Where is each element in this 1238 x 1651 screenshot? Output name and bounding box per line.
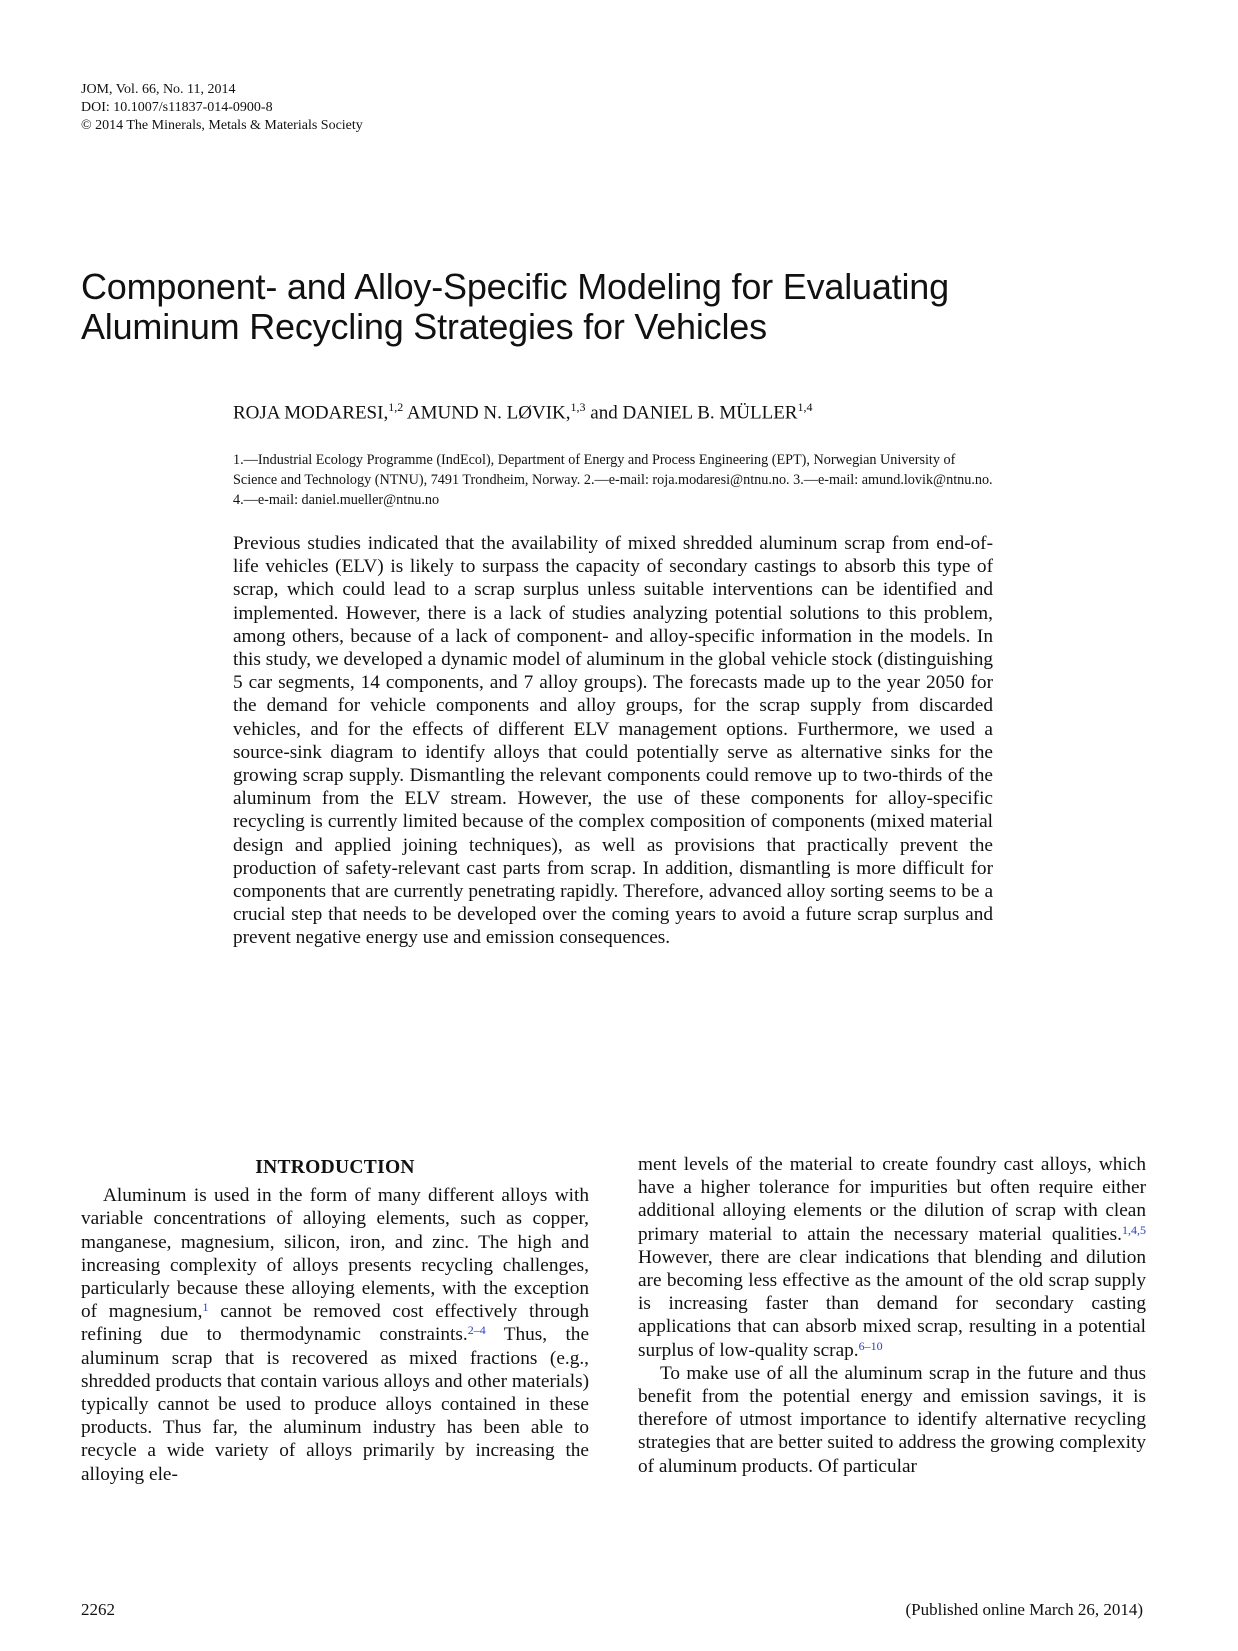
section-heading: INTRODUCTION <box>255 1157 415 1178</box>
paragraph <box>638 1153 1146 1362</box>
copyright: © 2014 The Minerals, Metals & Materials Society <box>81 118 363 133</box>
title-line-2: Aluminum Recycling Strategies for Vehicles <box>81 306 767 347</box>
author-name: ROJA MODARESI, <box>233 402 389 424</box>
text-run: Aluminum is used in the form of many different alloys with variable concentrations of alloying elements, such as copper, manganese, magnesium, silicon, iron, and zinc. The high and increasing complexity of alloys presents recycling challenges, particularly because these alloying elements, with the exception of magnesium, <box>81 1185 589 1323</box>
paragraph: To make use of all the aluminum scrap in the future and thus benefit from the potential energy and emission savings, it is therefore of utmost importance to identify alternative recycling strategies that are better suited to address the growing complexity of aluminum products. Of particular <box>638 1362 1146 1477</box>
affiliations: 1.—Industrial Ecology Programme (IndEcol), Department of Energy and Process Engineering (EPT), Norwegian University of Science and Technology (NTNU), 7491 Trondheim, Norway. 2.—e-mail: roja.modaresi@ntnu.no. 3.—e-mail: amund.lovik@ntnu.no. 4.—e-mail: daniel.mueller@ntnu.no <box>233 452 993 508</box>
text-run: However, there are clear indications that blending and dilution are becoming less effective as the amount of the old scrap supply is increasing faster than demand for secondary casting applications that can absorb mixed scrap, resulting in a potential surplus of low-quality scrap. <box>638 1246 1146 1361</box>
author-name: AMUND N. LØVIK, <box>406 402 571 424</box>
body-column-left <box>81 1156 589 1486</box>
doi: DOI: 10.1007/s11837-014-0900-8 <box>81 100 273 115</box>
abstract: Previous studies indicated that the availability of mixed shredded aluminum scrap from end-of-life vehicles (ELV) is likely to surpass the capacity of secondary castings to absorb this type of scrap, which could lead to a scrap surplus unless suitable interventions can be identified and implemented. However, there is a lack of studies analyzing potential solutions to this problem, among others, because of a lack of component- and alloy-specific information in the models. In this study, we developed a dynamic model of aluminum in the global vehicle stock (distinguishing 5 car segments, 14 components, and 7 alloy groups). The forecasts made up to the year 2050 for the demand for vehicle components and alloy groups, for the scrap supply from discarded vehicles, and for the effects of different ELV management options. Furthermore, we used a source-sink diagram to identify alloys that could potentially serve as alternative sinks for the growing scrap supply. Dismantling the relevant components could remove up to two-thirds of the aluminum from the ELV stream. However, the use of these components for alloy-specific recycling is currently limited because of the complex composition of components (mixed material design and applied joining techniques), as well as provisions that practically prevent the production of safety-relevant cast parts from scrap. In addition, dismantling is more difficult for components that are currently penetrating rapidly. Therefore, advanced alloy sorting seems to be a crucial step that needs to be developed over the coming years to avoid a future scrap surplus and prevent negative energy use and emission consequences. <box>233 533 993 949</box>
paragraph <box>81 1184 589 1486</box>
author-affiliation-sup: 1,4 <box>797 400 813 414</box>
page-number: 2262 <box>81 1600 115 1619</box>
reference-link[interactable]: 1 <box>202 1300 209 1315</box>
text-run: ment levels of the material to create foundry cast alloys, which have a higher tolerance for impurities but often require either additional alloying elements or the dilution of scrap with clean primary material to attain the necessary material qualities. <box>638 1154 1146 1245</box>
author-affiliation-sup: 1,3 <box>570 400 586 414</box>
reference-link[interactable]: 2–4 <box>467 1323 486 1338</box>
author-list <box>233 400 812 424</box>
text-run: cannot be removed cost effectively through refining due to thermodynamic constraints. <box>81 1301 589 1346</box>
journal-citation: JOM, Vol. 66, No. 11, 2014 <box>81 82 236 97</box>
author-affiliation-sup: 1,2 <box>388 400 404 414</box>
reference-link[interactable]: 1,4,5 <box>1122 1222 1146 1237</box>
publication-date: (Published online March 26, 2014) <box>905 1600 1143 1619</box>
article-title <box>81 267 1081 347</box>
reference-link[interactable]: 6–10 <box>858 1338 883 1353</box>
body-column-right <box>638 1153 1146 1478</box>
title-line-1: Component- and Alloy-Specific Modeling for Evaluating <box>81 266 949 307</box>
journal-metadata <box>81 81 363 135</box>
author-name: and DANIEL B. MÜLLER <box>590 402 798 424</box>
text-run: Thus, the aluminum scrap that is recovered as mixed fractions (e.g., shredded products that contain various alloys and other materials) typically cannot be used to produce alloys contained in these products. Thus far, the aluminum industry has been able to recycle a wide variety of alloys primarily by increasing the alloying ele- <box>81 1324 589 1485</box>
